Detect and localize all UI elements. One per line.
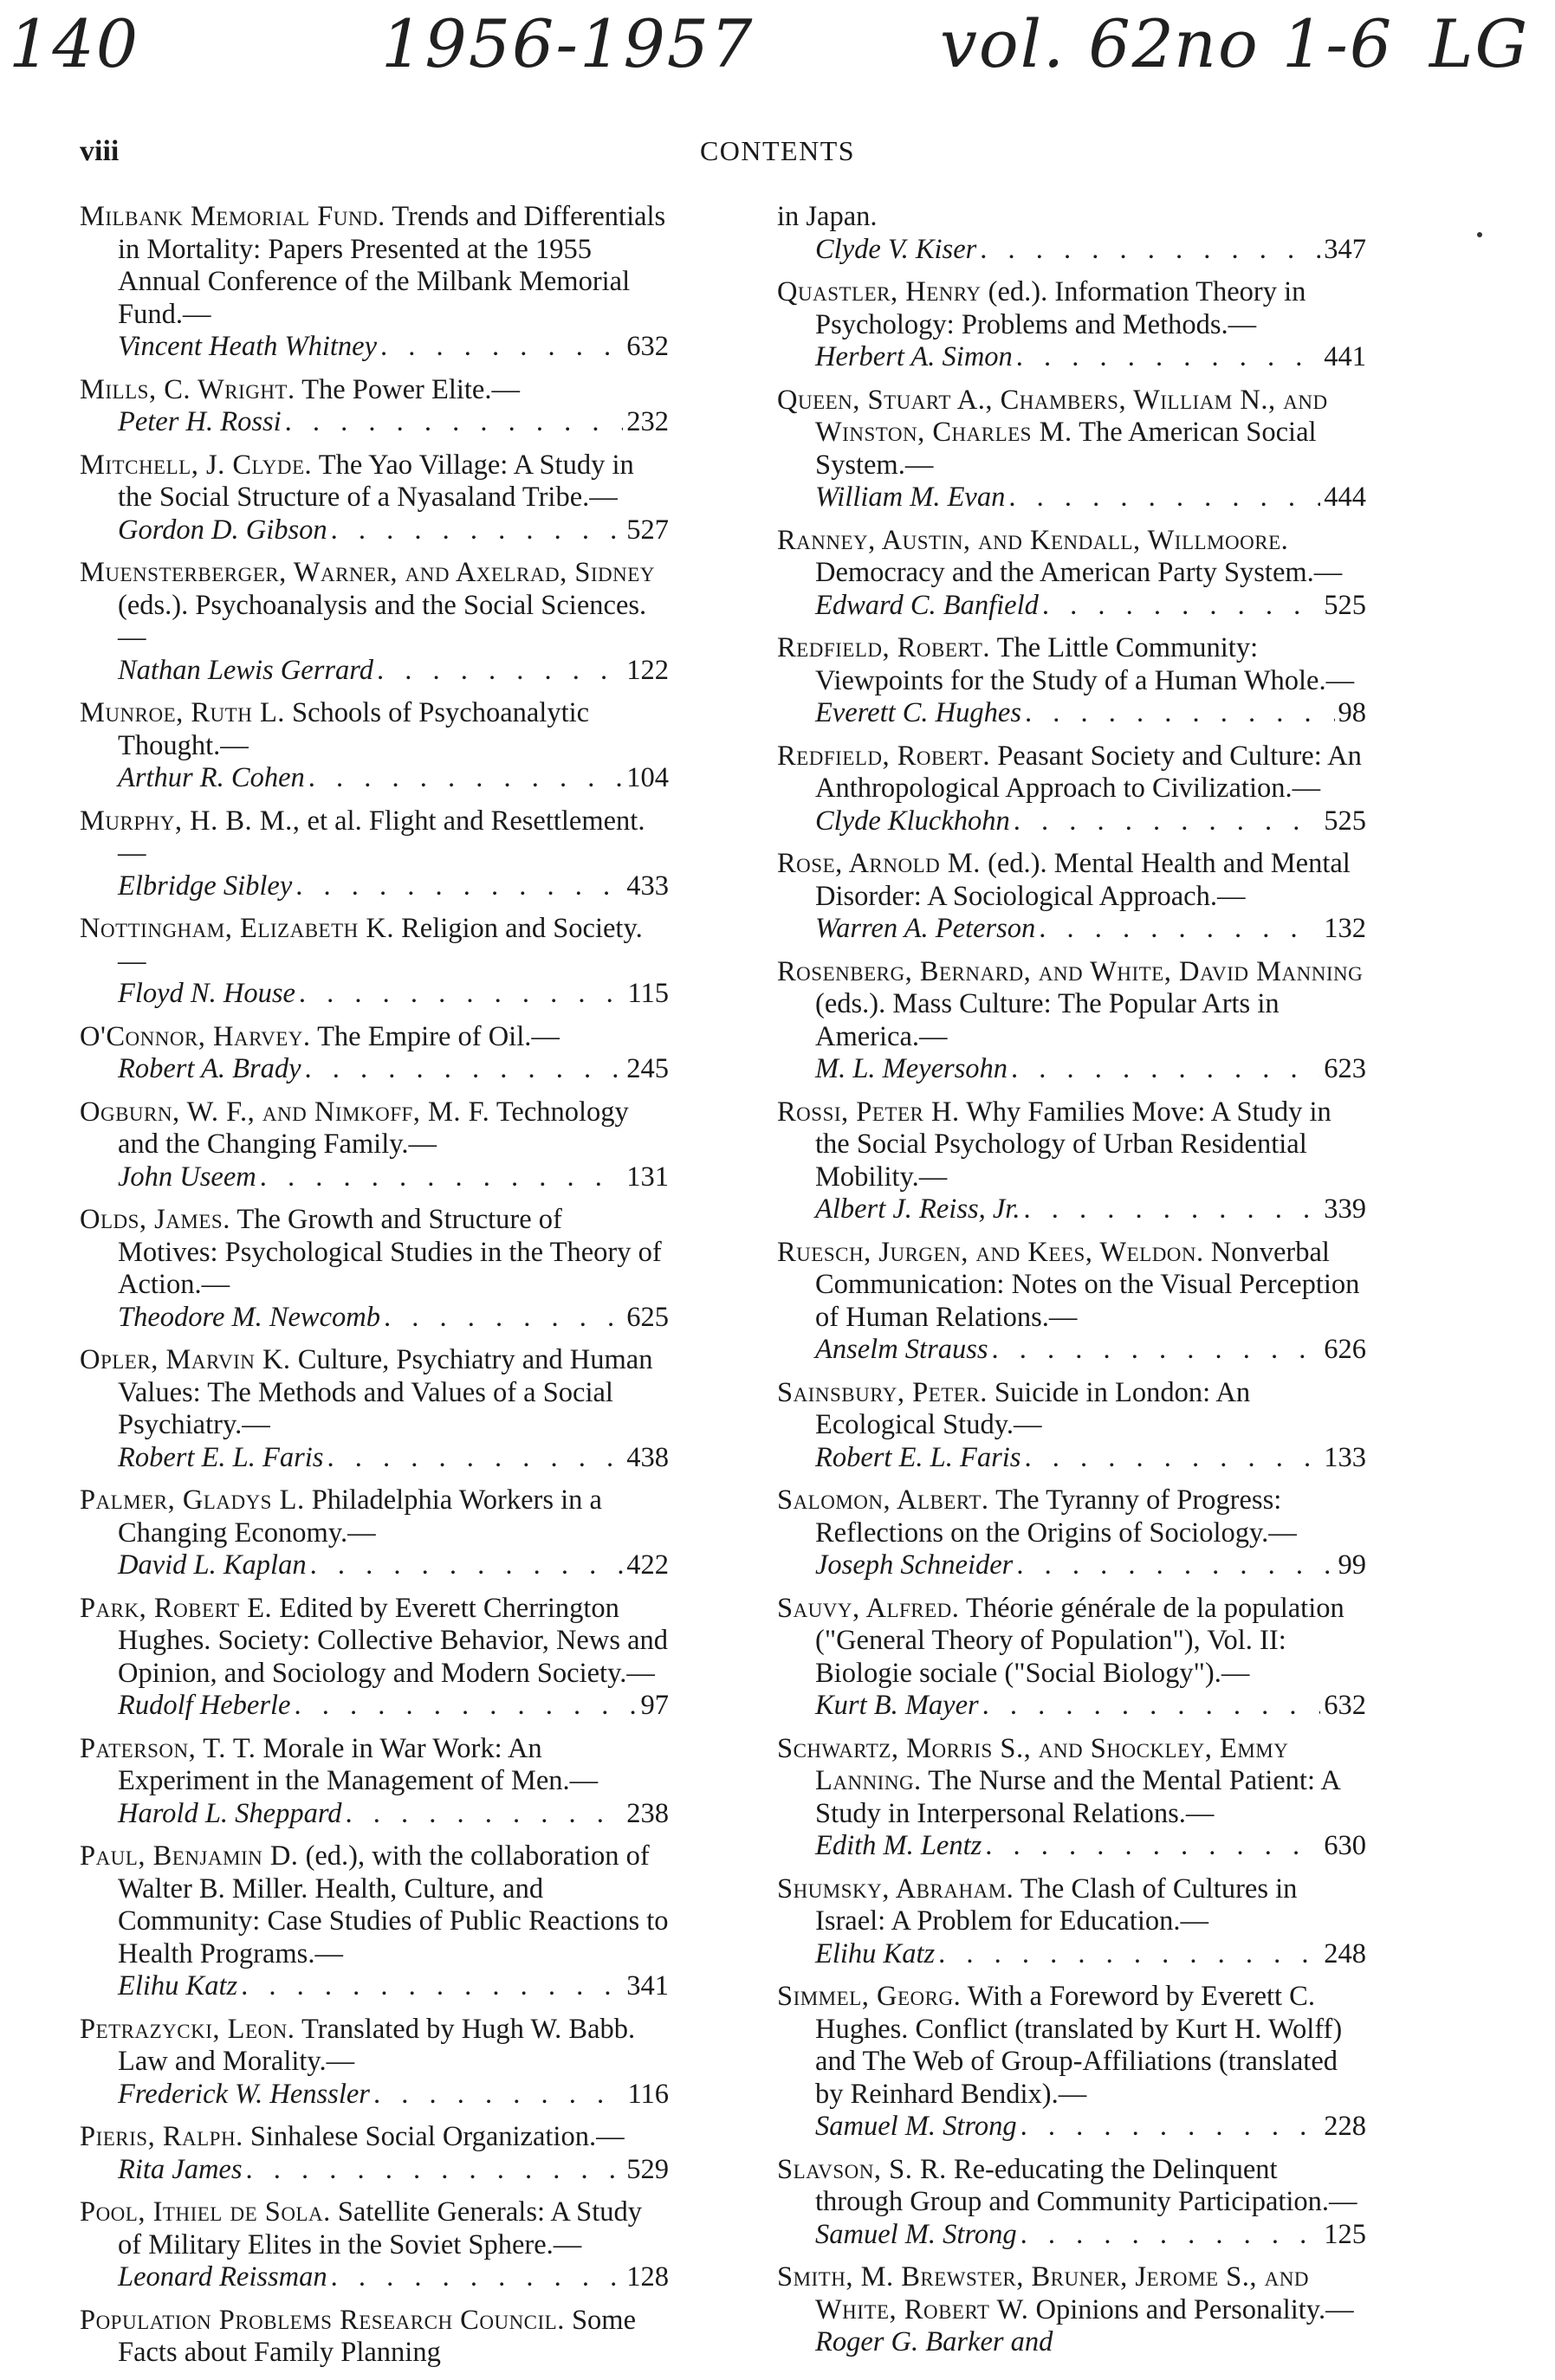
contents-entry	[80, 201, 669, 364]
entry-title: Translated by Hugh W. Babb. Law and Morality.—	[118, 2013, 636, 2077]
entry-reviewer-line	[80, 978, 669, 1011]
entry-text	[777, 276, 1366, 341]
entry-text	[777, 956, 1366, 1054]
entry-reviewer: Robert E. L. Faris	[118, 1441, 324, 1473]
entry-reviewer: Leonard Reissman	[118, 2261, 327, 2293]
entry-author: Olds, James.	[80, 1204, 230, 1235]
entry-reviewer-line	[80, 1549, 669, 1582]
entry-title: The Power Elite.—	[301, 373, 520, 405]
contents-entry	[777, 276, 1366, 374]
entry-page: 125	[1324, 2218, 1366, 2250]
contents-entry	[80, 449, 669, 547]
entry-text	[777, 1873, 1366, 1938]
entry-author: Nottingham, Elizabeth K.	[80, 913, 394, 944]
entry-author: Rose, Arnold M.	[777, 848, 981, 879]
contents-entry	[80, 374, 669, 439]
entry-reviewer-line	[777, 2326, 1366, 2359]
entry-reviewer-line	[80, 406, 669, 439]
ink-speck	[1477, 232, 1482, 237]
entry-reviewer-line	[80, 762, 669, 795]
entry-reviewer: Herbert A. Simon	[815, 341, 1013, 372]
contents-entry	[777, 1873, 1366, 1971]
contents-entry	[80, 805, 669, 903]
entry-author: Park, Robert E.	[80, 1592, 273, 1624]
entry-page: 444	[1324, 482, 1366, 513]
entry-reviewer: Elihu Katz	[815, 1937, 936, 1969]
entry-text	[80, 1733, 669, 1798]
entry-author: Munroe, Ruth L.	[80, 697, 285, 728]
entry-author: Mitchell, J. Clyde.	[80, 449, 313, 481]
leader-dots	[294, 1690, 637, 1723]
contents-entry	[777, 201, 1366, 266]
contents-entry	[80, 697, 669, 795]
entry-page: 441	[1324, 341, 1366, 372]
entry-page: 527	[626, 514, 669, 546]
entry-reviewer-line	[80, 1442, 669, 1475]
entry-title: The Empire of Oil.—	[317, 1020, 560, 1052]
entry-reviewer-line	[80, 2261, 669, 2294]
entry-page: 99	[1338, 1549, 1366, 1581]
entry-reviewer: Robert E. L. Faris	[815, 1441, 1021, 1473]
entry-author: Simmel, Georg.	[777, 1981, 962, 2012]
entry-reviewer-line	[80, 1970, 669, 2003]
entry-reviewer-line	[777, 913, 1366, 946]
leader-dots	[1025, 697, 1335, 730]
entry-title: Why Families Move: A Study in the Social Psychology of Urban Residential Mobility.—	[815, 1096, 1331, 1193]
entry-title: Trends and Differentials in Mortality: Papers Presented at the 1955 Annual Conference of the Milbank Memorial Fund.—	[118, 201, 666, 330]
entry-page: 245	[626, 1053, 669, 1084]
entry-title: et al. Flight and Resettlement.—	[118, 805, 645, 869]
entry-text	[80, 2305, 669, 2370]
entry-reviewer: Clyde V. Kiser	[815, 233, 977, 265]
contents-entry	[80, 1344, 669, 1474]
entry-text	[777, 741, 1366, 805]
entry-title: (eds.). Psychoanalysis and the Social Sciences.—	[118, 589, 647, 653]
running-head: CONTENTS	[699, 135, 856, 166]
leader-dots	[331, 514, 624, 547]
leader-dots	[260, 1161, 624, 1194]
entry-reviewer: Elihu Katz	[118, 1970, 238, 2002]
entry-author: Ranney, Austin, and Kendall, Willmoore.	[777, 524, 1289, 556]
entry-author: Ogburn, W. F., and Nimkoff, M. F.	[80, 1096, 490, 1128]
entry-page: 131	[626, 1161, 669, 1193]
entry-text	[80, 1096, 669, 1161]
contents-entry	[80, 2196, 669, 2294]
entry-title: (ed.), with the collaboration of Walter B. Miller. Health, Culture, and Community: Case Studies of Public Reactions to Health Programs.—	[118, 1840, 669, 1969]
contents-entry	[80, 557, 669, 687]
entry-page: 339	[1324, 1193, 1366, 1225]
entry-title: Sinhalese Social Organization.—	[249, 2121, 625, 2152]
entry-title: Nonverbal Communication: Notes on the Visual Perception of Human Relations.—	[815, 1236, 1360, 1333]
leader-dots	[1020, 2111, 1321, 2144]
handwritten-annotation: no 1-6	[1174, 5, 1394, 82]
entry-reviewer: Robert A. Brady	[118, 1053, 301, 1084]
entry-text	[777, 1237, 1366, 1335]
entry-reviewer-line	[777, 1334, 1366, 1367]
entry-reviewer: Samuel M. Strong	[815, 2218, 1017, 2250]
leader-dots	[1016, 341, 1320, 374]
handwritten-annotation: 140	[9, 5, 140, 82]
leader-dots	[295, 870, 623, 903]
entry-reviewer-line	[80, 1302, 669, 1335]
entry-title: Schools of Psychoanalytic Thought.—	[118, 697, 590, 761]
contents-entry	[80, 2305, 669, 2370]
entry-reviewer-line	[777, 482, 1366, 514]
contents-entry	[777, 1484, 1366, 1582]
entry-reviewer-line	[777, 2219, 1366, 2252]
entry-title: The Clash of Cultures in Israel: A Problem for Education.—	[815, 1872, 1298, 1937]
entry-page: 97	[640, 1690, 669, 1721]
page-folio: viii	[80, 135, 120, 167]
entry-title: Peasant Society and Culture: An Anthropological Approach to Civilization.—	[815, 740, 1362, 804]
entry-reviewer: Rudolf Heberle	[118, 1690, 291, 1721]
entry-author: Rossi, Peter H.	[777, 1096, 960, 1128]
entry-page: 104	[626, 762, 669, 793]
entry-reviewer-line	[777, 1442, 1366, 1475]
entry-reviewer-line	[777, 697, 1366, 730]
entry-author: Pieris, Ralph.	[80, 2121, 243, 2152]
entry-text	[80, 913, 669, 978]
entry-title: Re-educating the Delinquent through Group and Community Participation.—	[815, 2153, 1357, 2217]
leader-dots	[982, 1690, 1321, 1723]
contents-entry	[80, 1484, 669, 1582]
contents-entry	[80, 1733, 669, 1831]
entry-page: 116	[627, 2078, 669, 2110]
entry-reviewer-line	[777, 2111, 1366, 2144]
leader-dots	[377, 655, 623, 688]
entry-page: 525	[1324, 805, 1366, 837]
contents-entry	[777, 1593, 1366, 1723]
entry-text	[80, 1204, 669, 1302]
entry-reviewer: Vincent Heath Whitney	[118, 331, 378, 362]
entry-page: 98	[1338, 697, 1366, 728]
entry-reviewer: Edward C. Banfield	[815, 589, 1039, 621]
contents-entry	[80, 1593, 669, 1723]
entry-author: Salomon, Albert.	[777, 1484, 989, 1516]
entry-reviewer-line	[777, 1690, 1366, 1723]
entry-author: Schwartz, Morris S., and Shockley, Emmy Lanning.	[777, 1732, 1289, 1796]
entry-title: Opinions and Personality.—	[1035, 2293, 1354, 2325]
entry-reviewer: Clyde Kluckhohn	[815, 805, 1010, 837]
entry-reviewer-line	[80, 2154, 669, 2187]
entry-text	[80, 697, 669, 762]
entry-text	[80, 201, 669, 331]
entry-text	[777, 848, 1366, 913]
entry-author: Paul, Benjamin D.	[80, 1840, 299, 1872]
entry-text	[80, 1021, 669, 1054]
entry-page: 525	[1324, 589, 1366, 621]
entry-text	[80, 449, 669, 514]
contents-entry	[777, 741, 1366, 838]
entry-reviewer: Floyd N. House	[118, 978, 295, 1009]
entry-page: 122	[626, 654, 669, 686]
entry-page: 341	[626, 1970, 669, 2002]
entry-page: 132	[1324, 913, 1366, 944]
entry-title: Technology and the Changing Family.—	[118, 1096, 629, 1160]
contents-entry	[80, 1204, 669, 1334]
handwritten-annotation: vol. 62	[940, 5, 1176, 82]
entry-title: The Tyranny of Progress: Reflections on the Origins of Sociology.—	[815, 1484, 1297, 1549]
entry-reviewer-line	[80, 1798, 669, 1831]
entry-reviewer: Theodore M. Newcomb	[118, 1301, 380, 1333]
leader-dots	[346, 1798, 624, 1831]
contents-entry	[777, 848, 1366, 946]
entry-text	[777, 1096, 1366, 1194]
entry-title: Democracy and the American Party System.—	[815, 557, 1343, 588]
entry-text	[777, 201, 1366, 234]
entry-title: The Little Community: Viewpoints for the Study of a Human Whole.—	[815, 632, 1355, 696]
entry-reviewer-line	[777, 1549, 1366, 1582]
entry-text	[777, 525, 1366, 590]
entry-text	[777, 1593, 1366, 1691]
entry-reviewer: Warren A. Peterson	[815, 913, 1036, 944]
entry-page: 632	[1324, 1690, 1366, 1721]
entry-author: Population Problems Research Council.	[80, 2304, 565, 2336]
entry-title: Théorie générale de la population ("General Theory of Population"), Vol. II: Biologie sociale ("Social Biology").—	[815, 1592, 1344, 1689]
leader-dots	[1016, 1549, 1334, 1582]
entry-reviewer: William M. Evan	[815, 482, 1006, 513]
entry-reviewer: Frederick W. Henssler	[118, 2078, 370, 2110]
leader-dots	[938, 1938, 1320, 1971]
entry-title: With a Foreword by Everett C. Hughes. Conflict (translated by Kurt H. Wolff) and The Web of Group-Affiliations (translated by Reinhard Bendix).—	[815, 1981, 1343, 2110]
entry-text	[777, 2261, 1366, 2326]
entry-reviewer: Anselm Strauss	[815, 1334, 988, 1365]
entry-title: (eds.). Mass Culture: The Popular Arts in America.—	[815, 988, 1280, 1052]
entry-text	[777, 1484, 1366, 1549]
entry-reviewer-line	[777, 1053, 1366, 1086]
contents-entry	[80, 2121, 669, 2186]
entry-page: 632	[626, 331, 669, 362]
entry-title: The American Social System.—	[815, 417, 1317, 481]
leader-dots	[1008, 482, 1320, 514]
contents-column-left	[80, 201, 669, 2380]
entry-text	[80, 374, 669, 407]
entry-author: Mills, C. Wright.	[80, 373, 295, 405]
entry-reviewer-line	[80, 1690, 669, 1723]
contents-entry	[777, 2154, 1366, 2252]
entry-reviewer-line	[80, 2079, 669, 2112]
handwritten-annotation: LG	[1429, 5, 1530, 82]
leader-dots	[1039, 913, 1320, 946]
entry-reviewer: Elbridge Sibley	[118, 870, 293, 902]
entry-title: Philadelphia Workers in a Changing Economy.—	[118, 1484, 602, 1549]
entry-reviewer: Peter H. Rossi	[118, 406, 282, 437]
entry-reviewer-line	[80, 1161, 669, 1194]
contents-entry	[777, 1237, 1366, 1367]
entry-reviewer: John Useem	[118, 1161, 256, 1193]
entry-page: 232	[626, 406, 669, 437]
entry-text	[80, 2014, 669, 2079]
entry-page: 626	[1324, 1334, 1366, 1365]
entry-text	[80, 2121, 669, 2154]
handwritten-annotation: 1956-1957	[381, 5, 755, 82]
contents-entry	[777, 956, 1366, 1086]
entry-reviewer: Edith M. Lentz	[815, 1830, 982, 1861]
entry-reviewer: Albert J. Reiss, Jr.	[815, 1193, 1020, 1225]
entry-title: The Yao Village: A Study in the Social Structure of a Nyasaland Tribe.—	[118, 449, 634, 513]
contents-entry	[777, 1096, 1366, 1226]
entry-text	[80, 1344, 669, 1442]
entry-author: Palmer, Gladys L.	[80, 1484, 305, 1516]
leader-dots	[246, 2154, 624, 2187]
entry-title: (ed.). Information Theory in Psychology: Problems and Methods.—	[815, 276, 1306, 340]
contents-entry	[80, 1021, 669, 1086]
entry-reviewer-line	[80, 870, 669, 903]
entry-text	[80, 2196, 669, 2261]
entry-title: The Nurse and the Mental Patient: A Study in Interpersonal Relations.—	[815, 1765, 1339, 1829]
entry-title: Edited by Everett Cherrington Hughes. Society: Collective Behavior, News and Opinion, and Sociology and Modern Society.—	[118, 1592, 669, 1689]
entry-reviewer-line	[777, 1193, 1366, 1226]
contents-entry	[777, 1733, 1366, 1863]
entry-text	[777, 1377, 1366, 1442]
leader-dots	[285, 406, 624, 439]
entry-author: Slavson, S. R.	[777, 2153, 947, 2185]
leader-dots	[380, 331, 623, 364]
leader-dots	[1042, 590, 1320, 623]
entry-text	[777, 1981, 1366, 2111]
contents-entry	[777, 1981, 1366, 2144]
entry-reviewer-line	[777, 1938, 1366, 1971]
entry-author: Murphy, H. B. M.,	[80, 805, 301, 837]
entry-reviewer: David L. Kaplan	[118, 1549, 307, 1581]
entry-author: Petrazycki, Leon.	[80, 2013, 295, 2045]
entry-reviewer: Joseph Schneider	[815, 1549, 1014, 1581]
entry-page: 623	[1324, 1053, 1366, 1084]
leader-dots	[1014, 805, 1321, 838]
leader-dots	[327, 1442, 623, 1475]
entry-reviewer: Kurt B. Mayer	[815, 1690, 979, 1721]
entry-page: 630	[1324, 1830, 1366, 1861]
entry-author: Smith, M. Brewster, Bruner, Jerome S., and White, Robert W.	[777, 2261, 1309, 2325]
entry-reviewer: Nathan Lewis Gerrard	[118, 654, 373, 686]
contents-entry	[777, 632, 1366, 730]
entry-reviewer: Gordon D. Gibson	[118, 514, 327, 546]
entry-page: 438	[626, 1441, 669, 1473]
contents-entry	[80, 1840, 669, 2003]
entry-text	[80, 1484, 669, 1549]
leader-dots	[1020, 2219, 1321, 2252]
entry-page: 347	[1324, 233, 1366, 265]
contents-entry	[777, 1377, 1366, 1475]
leader-dots	[241, 1970, 623, 2003]
leader-dots	[299, 978, 625, 1011]
entry-reviewer-line	[80, 331, 669, 364]
entry-author: Sauvy, Alfred.	[777, 1592, 960, 1624]
entry-reviewer: Roger G. Barker and	[815, 2326, 1053, 2357]
entry-text	[777, 2154, 1366, 2219]
leader-dots	[992, 1334, 1321, 1367]
entry-author: Pool, Ithiel de Sola.	[80, 2196, 331, 2228]
entry-text	[80, 1840, 669, 1970]
leader-dots	[384, 1302, 623, 1335]
entry-page: 248	[1324, 1937, 1366, 1969]
leader-dots	[305, 1053, 624, 1086]
entry-title: (ed.). Mental Health and Mental Disorder: A Sociological Approach.—	[815, 848, 1351, 912]
entry-reviewer-line	[777, 590, 1366, 623]
entry-title: The Growth and Structure of Motives: Psychological Studies in the Theory of Action.—	[118, 1204, 662, 1300]
entry-author: Opler, Marvin K.	[80, 1344, 291, 1375]
contents-entry	[777, 385, 1366, 514]
entry-author: Quastler, Henry	[777, 276, 982, 307]
entry-reviewer-line	[777, 1830, 1366, 1863]
entry-page: 133	[1324, 1441, 1366, 1473]
entry-text	[80, 557, 669, 655]
entry-reviewer: Arthur R. Cohen	[118, 762, 305, 793]
entry-author: Ruesch, Jurgen, and Kees, Weldon.	[777, 1236, 1204, 1268]
entry-reviewer: Rita James	[118, 2153, 243, 2185]
leader-dots	[985, 1830, 1320, 1863]
entry-author: Redfield, Robert.	[777, 740, 991, 772]
entry-page: 228	[1324, 2111, 1366, 2142]
entry-title: Satellite Generals: A Study of Military Elites in the Soviet Sphere.—	[118, 2196, 642, 2260]
contents-entry	[80, 2014, 669, 2112]
entry-reviewer: M. L. Meyersohn	[815, 1053, 1008, 1084]
entry-author: Sainsbury, Peter.	[777, 1376, 988, 1408]
leader-dots	[1011, 1053, 1320, 1086]
leader-dots	[310, 1549, 624, 1582]
entry-page: 115	[627, 978, 669, 1009]
entry-reviewer-line	[80, 1053, 669, 1086]
entry-title: Suicide in London: An Ecological Study.—	[815, 1376, 1251, 1440]
contents-entry	[80, 913, 669, 1011]
contents-column-right	[777, 201, 1366, 2370]
entry-text	[80, 805, 669, 870]
entry-page: 238	[626, 1797, 669, 1829]
entry-text	[80, 1593, 669, 1691]
entry-reviewer-line	[777, 805, 1366, 838]
entry-author: Queen, Stuart A., Chambers, William N., and Winston, Charles M.	[777, 384, 1328, 448]
contents-entry	[777, 525, 1366, 623]
entry-reviewer: Everett C. Hughes	[815, 697, 1021, 728]
entry-text	[777, 1733, 1366, 1831]
entry-reviewer-line	[777, 234, 1366, 267]
entry-author: Muensterberger, Warner, and Axelrad, Sidney	[80, 557, 655, 588]
entry-title: Morale in War Work: An Experiment in the Management of Men.—	[118, 1732, 599, 1796]
contents-entry	[80, 1096, 669, 1194]
entry-reviewer-line	[80, 514, 669, 547]
leader-dots	[308, 762, 623, 795]
entry-reviewer-line	[777, 341, 1366, 374]
entry-reviewer: Harold L. Sheppard	[118, 1797, 342, 1829]
entry-page: 529	[626, 2153, 669, 2185]
entry-page: 422	[626, 1549, 669, 1581]
leader-dots	[1023, 1193, 1320, 1226]
entry-text	[777, 385, 1366, 482]
entry-page: 433	[626, 870, 669, 902]
entry-title: Some Facts about Family Planning	[118, 2304, 637, 2368]
entry-reviewer-line	[80, 655, 669, 688]
entry-page: 128	[626, 2261, 669, 2293]
leader-dots	[980, 234, 1320, 267]
leader-dots	[1024, 1442, 1320, 1475]
entry-author: Rosenberg, Bernard, and White, David Manning	[777, 955, 1364, 987]
entry-title: Culture, Psychiatry and Human Values: The Methods and Values of a Social Psychiatry.—	[118, 1344, 653, 1440]
entry-title: Religion and Society.—	[118, 913, 643, 977]
entry-author: Paterson, T. T.	[80, 1732, 256, 1764]
entry-author: Shumsky, Abraham.	[777, 1872, 1014, 1905]
entry-reviewer: Samuel M. Strong	[815, 2111, 1017, 2142]
contents-entry	[777, 2261, 1366, 2359]
entry-author: Milbank Memorial Fund.	[80, 201, 386, 232]
entry-author: O'Connor, Harvey.	[80, 1020, 311, 1052]
leader-dots	[331, 2261, 624, 2294]
entry-page: 625	[626, 1301, 669, 1333]
leader-dots	[373, 2079, 625, 2112]
entry-text	[777, 632, 1366, 697]
entry-title: in Japan.	[777, 201, 878, 232]
entry-author: Redfield, Robert.	[777, 632, 991, 663]
